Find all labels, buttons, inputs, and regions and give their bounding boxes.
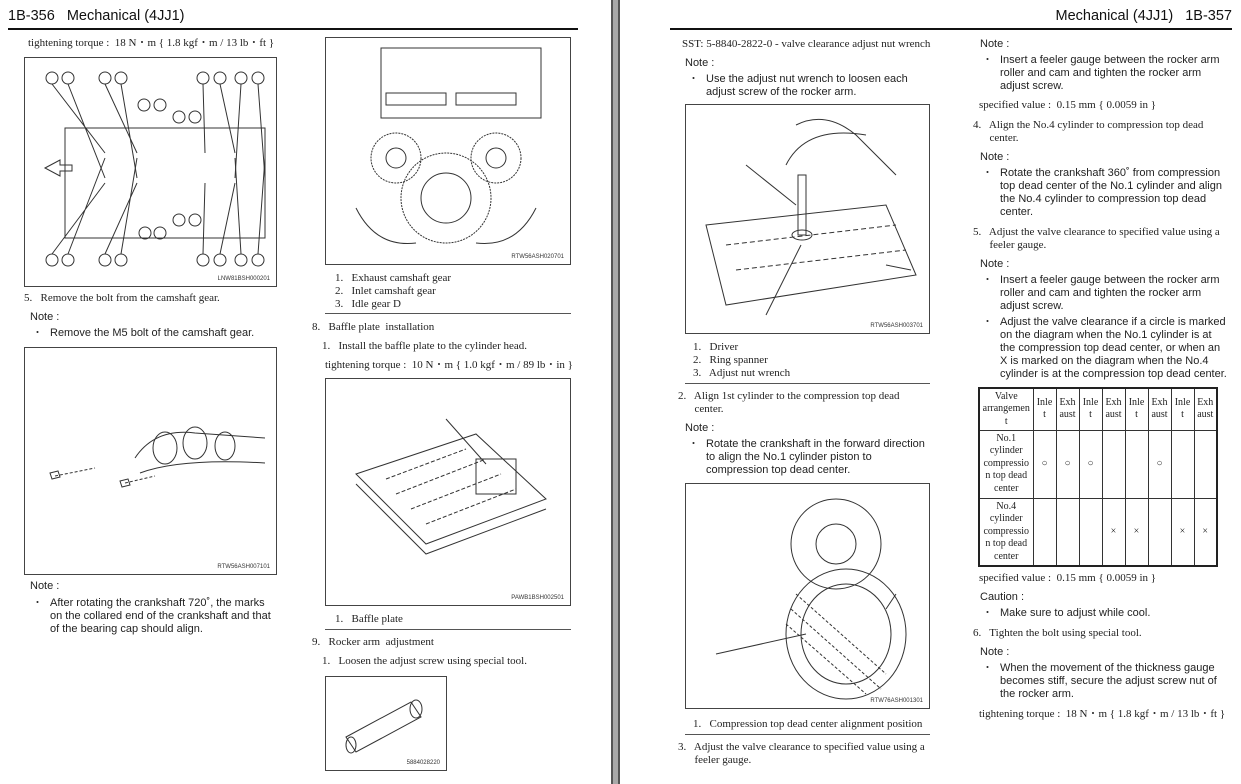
gear-train-diagram <box>326 38 571 265</box>
step-5: 5. Adjust the valve clearance to specified value using a feeler gauge. <box>973 226 1220 251</box>
row-label: No.1 cylinder compressio n top dead center <box>979 430 1033 498</box>
figure-code: PAWB1BSH002501 <box>511 595 564 601</box>
table-cell <box>1194 430 1217 498</box>
figure-code: RTW76ASH001301 <box>870 698 923 704</box>
header-rule <box>670 28 1232 30</box>
rocker-arm-wrench-illustration <box>686 105 930 334</box>
figure-code: RTW56ASH020701 <box>511 254 564 260</box>
bullet-icon: ・ <box>32 327 43 339</box>
legend-item: 2. Inlet camshaft gear <box>335 285 436 297</box>
left-page: 1B-356 Mechanical (4JJ1) tightening torque : 18 N・m { 1.8 kgf・m / 13 lb・ft } LNW81BSH000201 5. Remove the bolt from the camshaft gear. Note : ・ Remove the M5 bolt of the camshaft gear. RTW56ASH007101 Note : ・ After rotating the crankshaft 720˚, the marks on the collared end of the crankshaft and that of the bearing cap should align. RTW56ASH020701 1. Exhaust camshaft gear 2. Inlet camshaft gear 3. Idle gear D 8. Baffle plate installation 1. Install the baffle plate to the cylinder head. tightening torque : 10 N・m { 1.0 kgf・m / 89 lb・in } PAWB1BSH002501 1. Baffle plate 9. Rocker arm adjustment 1. Loosen the adjust screw using special tool. 5884028220 <box>0 0 611 784</box>
divider <box>325 629 571 630</box>
table-header-row <box>979 388 1217 430</box>
note-label: Note : <box>685 422 715 434</box>
step-8-1: 1. Install the baffle plate to the cylinder head. <box>322 340 528 352</box>
step-5: 5. Remove the bolt from the camshaft gear. <box>24 292 220 304</box>
wrench-tool-illustration <box>326 677 447 771</box>
note-label: Note : <box>980 258 1010 270</box>
note-label: Note : <box>980 38 1010 50</box>
table-cell <box>1171 430 1194 498</box>
step-8: 8. Baffle plate installation <box>312 321 435 333</box>
legend-item: 1. Compression top dead center alignment position <box>693 718 923 730</box>
header-cell: Inle t <box>1125 388 1148 430</box>
figure-camshaft <box>24 347 277 575</box>
table-row <box>979 498 1217 566</box>
legend-item: 3. Adjust nut wrench <box>693 367 791 379</box>
note-label: Note : <box>980 151 1010 163</box>
legend-item: 1. Driver <box>693 341 739 353</box>
table-cell: × <box>1102 498 1125 566</box>
cylinder-head-bolt-diagram <box>25 58 277 287</box>
bullet-icon: ・ <box>688 438 699 450</box>
bullet-icon: ・ <box>982 662 993 674</box>
table-cell <box>1056 498 1079 566</box>
step-6: 6. Tighten the bolt using special tool. <box>973 627 1142 639</box>
table-row <box>979 430 1217 498</box>
header-rule <box>8 28 578 30</box>
step-3: 3. Adjust the valve clearance to specified value using a feeler gauge. <box>678 741 925 766</box>
figure-adjust-nut-wrench <box>685 104 930 334</box>
note-label: Note : <box>980 646 1010 658</box>
table-cell <box>1148 498 1171 566</box>
step-9-1: 1. Loosen the adjust screw using special tool. <box>322 655 527 667</box>
note-label: Note : <box>685 57 715 69</box>
note-label: Note : <box>30 580 60 592</box>
table-cell: ○ <box>1033 430 1056 498</box>
step-9: 9. Rocker arm adjustment <box>312 636 434 648</box>
table-cell <box>1033 498 1056 566</box>
page-gutter <box>611 0 620 784</box>
camshaft-illustration <box>25 348 277 575</box>
bullet-icon: ・ <box>982 316 993 328</box>
legend-item: 1. Exhaust camshaft gear <box>335 272 452 284</box>
figure-special-tool <box>325 676 447 771</box>
caution-label: Caution : <box>980 591 1025 603</box>
bullet-icon: ・ <box>688 73 699 85</box>
table-cell: × <box>1171 498 1194 566</box>
figure-code: 5884028220 <box>406 760 440 766</box>
row-label: No.4 cylinder compressio n top dead center <box>979 498 1033 566</box>
header-cell: Inle t <box>1171 388 1194 430</box>
divider <box>685 383 930 384</box>
sst-text: SST: 5-8840-2822-0 - valve clearance adjust nut wrench <box>682 38 931 50</box>
header-cell: Exh aust <box>1194 388 1217 430</box>
bullet-icon: ・ <box>982 167 993 179</box>
bullet-icon: ・ <box>32 597 43 609</box>
divider <box>325 313 571 314</box>
page-header: 1B-356 Mechanical (4JJ1) <box>8 8 185 24</box>
legend-item: 3. Idle gear D <box>335 298 401 310</box>
figure-camshaft-gears <box>325 37 571 265</box>
crank-pulley-illustration <box>686 484 930 709</box>
step-4: 4. Align the No.4 cylinder to compression top dead center. <box>973 119 1204 144</box>
tightening-torque: tightening torque : 18 N・m { 1.8 kgf・m / 13 lb・ft } <box>979 708 1226 720</box>
figure-bolt-sequence <box>24 57 277 287</box>
figure-code: RTW56ASH003701 <box>870 323 923 329</box>
table-cell <box>1079 498 1102 566</box>
divider <box>685 734 930 735</box>
table-cell <box>1102 430 1125 498</box>
figure-code: RTW56ASH007101 <box>217 564 270 570</box>
table-cell: × <box>1125 498 1148 566</box>
baffle-plate-illustration <box>326 379 571 606</box>
legend-item: 1. Baffle plate <box>335 613 403 625</box>
table-cell: × <box>1194 498 1217 566</box>
header-cell: Exh aust <box>1102 388 1125 430</box>
table-cell <box>1125 430 1148 498</box>
header-cell: Exh aust <box>1148 388 1171 430</box>
figure-code: LNW81BSH000201 <box>217 276 270 282</box>
note-label: Note : <box>30 311 60 323</box>
tightening-torque: tightening torque : 10 N・m { 1.0 kgf・m / 89 lb・in } <box>325 359 573 371</box>
bullet-icon: ・ <box>982 607 993 619</box>
table-cell: ○ <box>1056 430 1079 498</box>
header-cell: Inle t <box>1079 388 1102 430</box>
legend-item: 2. Ring spanner <box>693 354 768 366</box>
header-cell: Valve arrangemen t <box>979 388 1033 430</box>
step-2: 2. Align 1st cylinder to the compression top dead center. <box>678 390 900 415</box>
bullet-icon: ・ <box>982 274 993 286</box>
specified-value: specified value : 0.15 mm { 0.0059 in } <box>979 99 1157 111</box>
figure-crank-pulley <box>685 483 930 709</box>
header-cell: Inle t <box>1033 388 1056 430</box>
valve-arrangement-table <box>978 387 1218 567</box>
table-cell: ○ <box>1079 430 1102 498</box>
header-cell: Exh aust <box>1056 388 1079 430</box>
page-header: Mechanical (4JJ1) 1B-357 <box>1055 8 1232 24</box>
specified-value: specified value : 0.15 mm { 0.0059 in } <box>979 572 1157 584</box>
bullet-icon: ・ <box>982 54 993 66</box>
table-cell: ○ <box>1148 430 1171 498</box>
tightening-torque: tightening torque : 18 N・m { 1.8 kgf・m / 13 lb・ft } <box>28 37 275 49</box>
figure-baffle-plate <box>325 378 571 606</box>
